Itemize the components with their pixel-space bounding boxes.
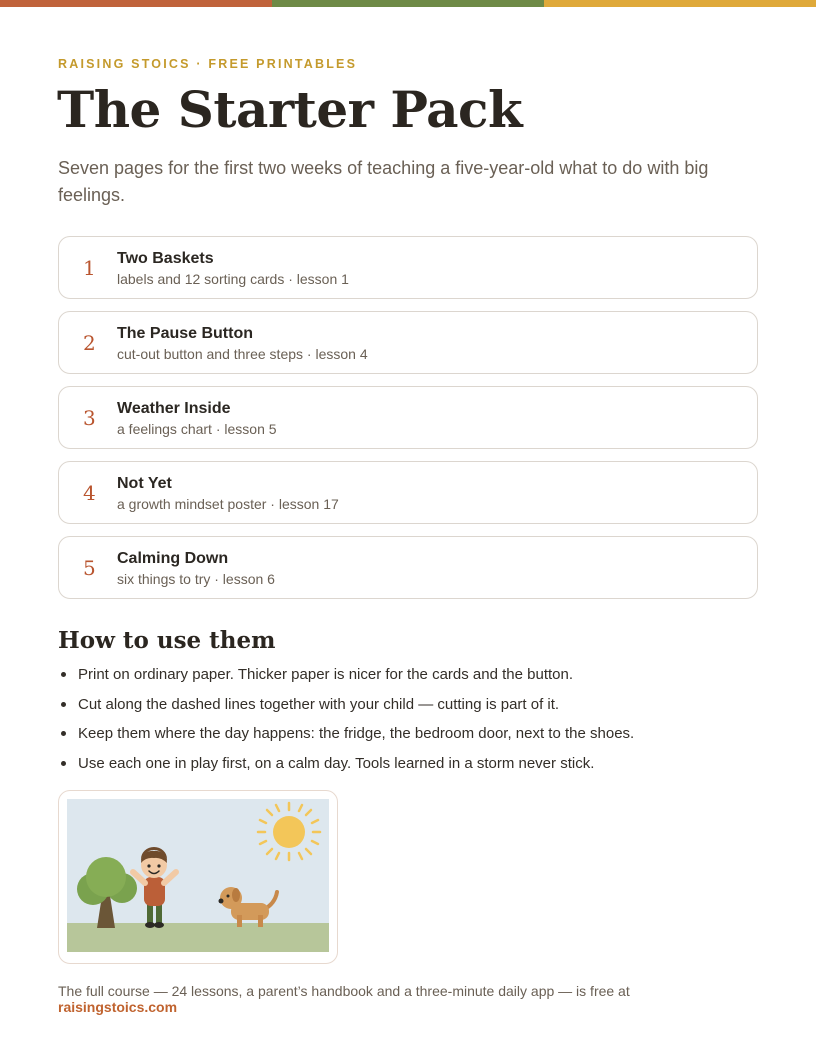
card-description: six things to try · lesson 6 [117,571,275,587]
stripe-segment-3 [544,0,816,7]
card-description: cut-out button and three steps · lesson 4 [117,346,368,362]
how-to-item [58,723,758,745]
card-title: Weather Inside [117,400,231,417]
stripe-segment-2 [272,0,544,7]
illustration-card [58,790,338,964]
bullet-icon [61,702,66,707]
outdoor-scene-illustration [67,799,329,952]
printable-card-pause-button[interactable] [58,311,758,374]
printable-card-not-yet[interactable] [58,461,758,524]
footer-text: The full course — 24 lessons, a parent’s handbook and a three-minute daily app — is free at [58,983,630,999]
how-to-item-text: Print on ordinary paper. Thicker paper is nicer for the cards and the button. [78,666,573,683]
card-title: The Pause Button [117,325,254,342]
printable-card-weather-inside[interactable] [58,386,758,449]
card-number: 5 [83,555,96,580]
card-description: labels and 12 sorting cards · lesson 1 [117,271,349,287]
how-to-list [58,664,758,782]
card-number: 4 [83,480,96,505]
how-to-item-text: Cut along the dashed lines together with your child — cutting is part of it. [78,695,560,713]
bullet-icon [61,731,66,736]
card-description: a growth mindset poster · lesson 17 [117,496,339,512]
card-number: 3 [83,405,96,430]
bullet-icon [61,761,66,766]
card-title: Calming Down [117,550,229,567]
printable-card-two-baskets[interactable] [58,236,758,299]
card-title: Two Baskets [117,250,214,267]
top-color-stripe [0,0,816,7]
printable-card-calming-down[interactable] [58,536,758,599]
bullet-icon [61,672,66,677]
page-subtitle: Seven pages for the first two weeks of teaching a five-year-old what to do with big feelings. [58,158,709,205]
card-title: Not Yet [117,475,172,492]
how-to-item [58,753,758,775]
printables-list [58,236,758,611]
course-link[interactable]: raisingstoics.com [58,999,178,1015]
stripe-segment-1 [0,0,272,7]
card-number: 1 [83,255,96,280]
how-to-item-text: Keep them where the day happens: the fridge, the bedroom door, next to the shoes. [78,725,635,742]
how-to-heading: How to use them [58,627,276,654]
eyebrow-label: RAISING STOICS · FREE PRINTABLES [58,57,358,71]
page-title: The Starter Pack [57,80,523,139]
how-to-item-text: Use each one in play first, on a calm day. Tools learned in a storm never stick. [78,754,595,772]
how-to-item [58,694,758,716]
card-number: 2 [83,330,96,355]
card-description: a feelings chart · lesson 5 [117,421,277,437]
how-to-item [58,664,758,686]
